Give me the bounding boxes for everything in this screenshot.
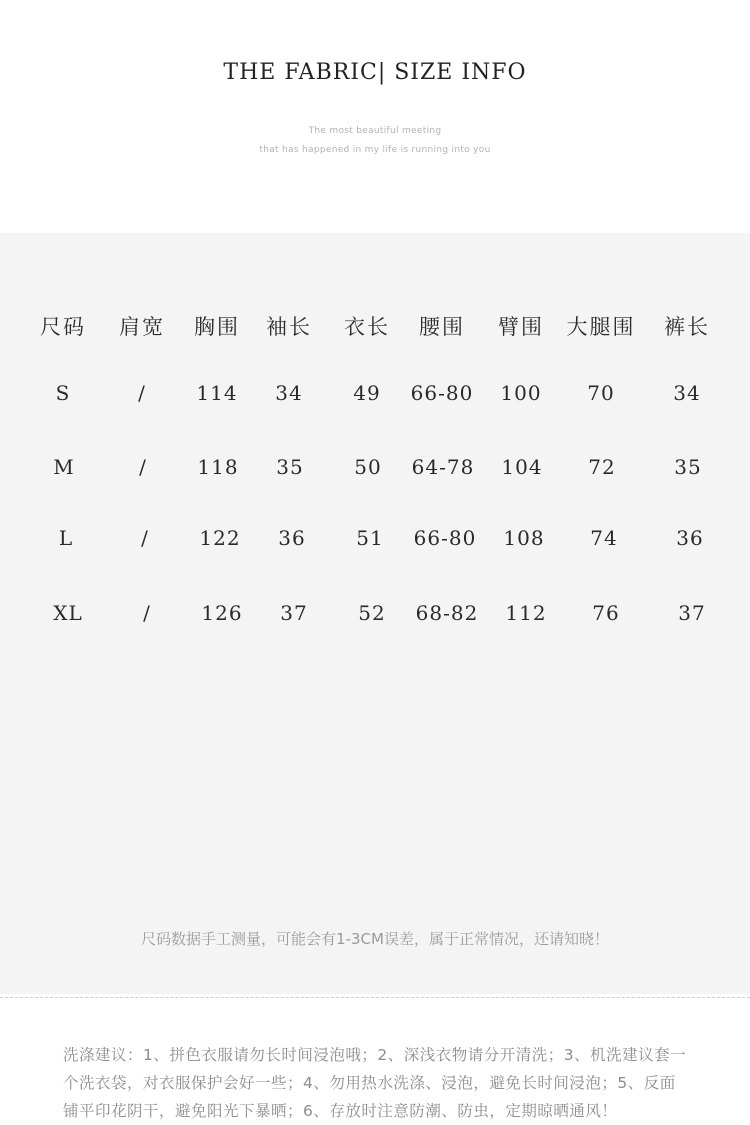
table-cell: 126 — [201, 601, 243, 625]
table-cell: 72 — [588, 455, 616, 479]
table-cell: 114 — [196, 381, 238, 405]
table-cell: 34 — [673, 381, 701, 405]
table-cell: 37 — [280, 601, 308, 625]
table-cell: 36 — [676, 526, 704, 550]
table-cell: 50 — [354, 455, 382, 479]
table-cell: 68-82 — [415, 601, 479, 625]
table-cell: 64-78 — [411, 455, 475, 479]
header-section — [0, 0, 750, 233]
table-cell: 51 — [356, 526, 384, 550]
size-label-cell: L — [58, 526, 74, 550]
table-cell: 70 — [587, 381, 615, 405]
table-cell: 66-80 — [410, 381, 474, 405]
table-cell: 36 — [278, 526, 306, 550]
table-cell: 52 — [358, 601, 386, 625]
column-header: 肩宽 — [119, 315, 165, 339]
table-cell: 49 — [353, 381, 381, 405]
table-cell: 122 — [199, 526, 241, 550]
care-instructions: 洗涤建议：1、拼色衣服请勿长时间浸泡哦；2、深浅衣物请分开清洗；3、机洗建议套一个洗衣袋，对衣服保护会好一些；4、勿用热水洗涤、浸泡，避免长时间浸泡；5、反面铺平印花阴干，避免阳光下暴晒；6、存放时注意防潮、防虫，定期晾晒通风！ — [63, 1046, 687, 1120]
column-header: 裤长 — [664, 315, 710, 339]
table-cell: 100 — [500, 381, 542, 405]
page-title: THE FABRIC| SIZE INFO — [223, 60, 527, 85]
table-cell: / — [138, 381, 146, 405]
column-header: 臂围 — [498, 315, 544, 339]
size-info-panel — [0, 233, 750, 1120]
column-header: 大腿围 — [566, 315, 636, 339]
dashed-divider — [0, 997, 750, 998]
table-cell: 35 — [276, 455, 304, 479]
table-cell: 66-80 — [413, 526, 477, 550]
table-cell: 112 — [505, 601, 547, 625]
table-cell: 37 — [678, 601, 706, 625]
subtitle-line-2: that has happened in my life is running into you — [259, 145, 491, 155]
table-cell: 35 — [674, 455, 702, 479]
table-cell: 76 — [592, 601, 620, 625]
subtitle-line-1: The most beautiful meeting — [308, 126, 442, 136]
table-cell: / — [141, 526, 149, 550]
table-cell: 108 — [503, 526, 545, 550]
column-header: 袖长 — [266, 315, 312, 339]
column-header: 尺码 — [40, 315, 86, 339]
table-cell: 104 — [501, 455, 543, 479]
size-label-cell: S — [55, 381, 71, 405]
column-header: 腰围 — [419, 315, 465, 339]
table-cell: 74 — [590, 526, 618, 550]
column-header: 胸围 — [194, 315, 240, 339]
size-label-cell: M — [53, 455, 75, 479]
measurement-note: 尺码数据手工测量，可能会有1-3CM误差，属于正常情况，还请知晓！ — [141, 930, 609, 948]
column-header: 衣长 — [344, 315, 390, 339]
table-cell: / — [143, 601, 151, 625]
table-cell: / — [139, 455, 147, 479]
table-cell: 118 — [197, 455, 239, 479]
size-label-cell: XL — [53, 601, 83, 625]
table-cell: 34 — [275, 381, 303, 405]
